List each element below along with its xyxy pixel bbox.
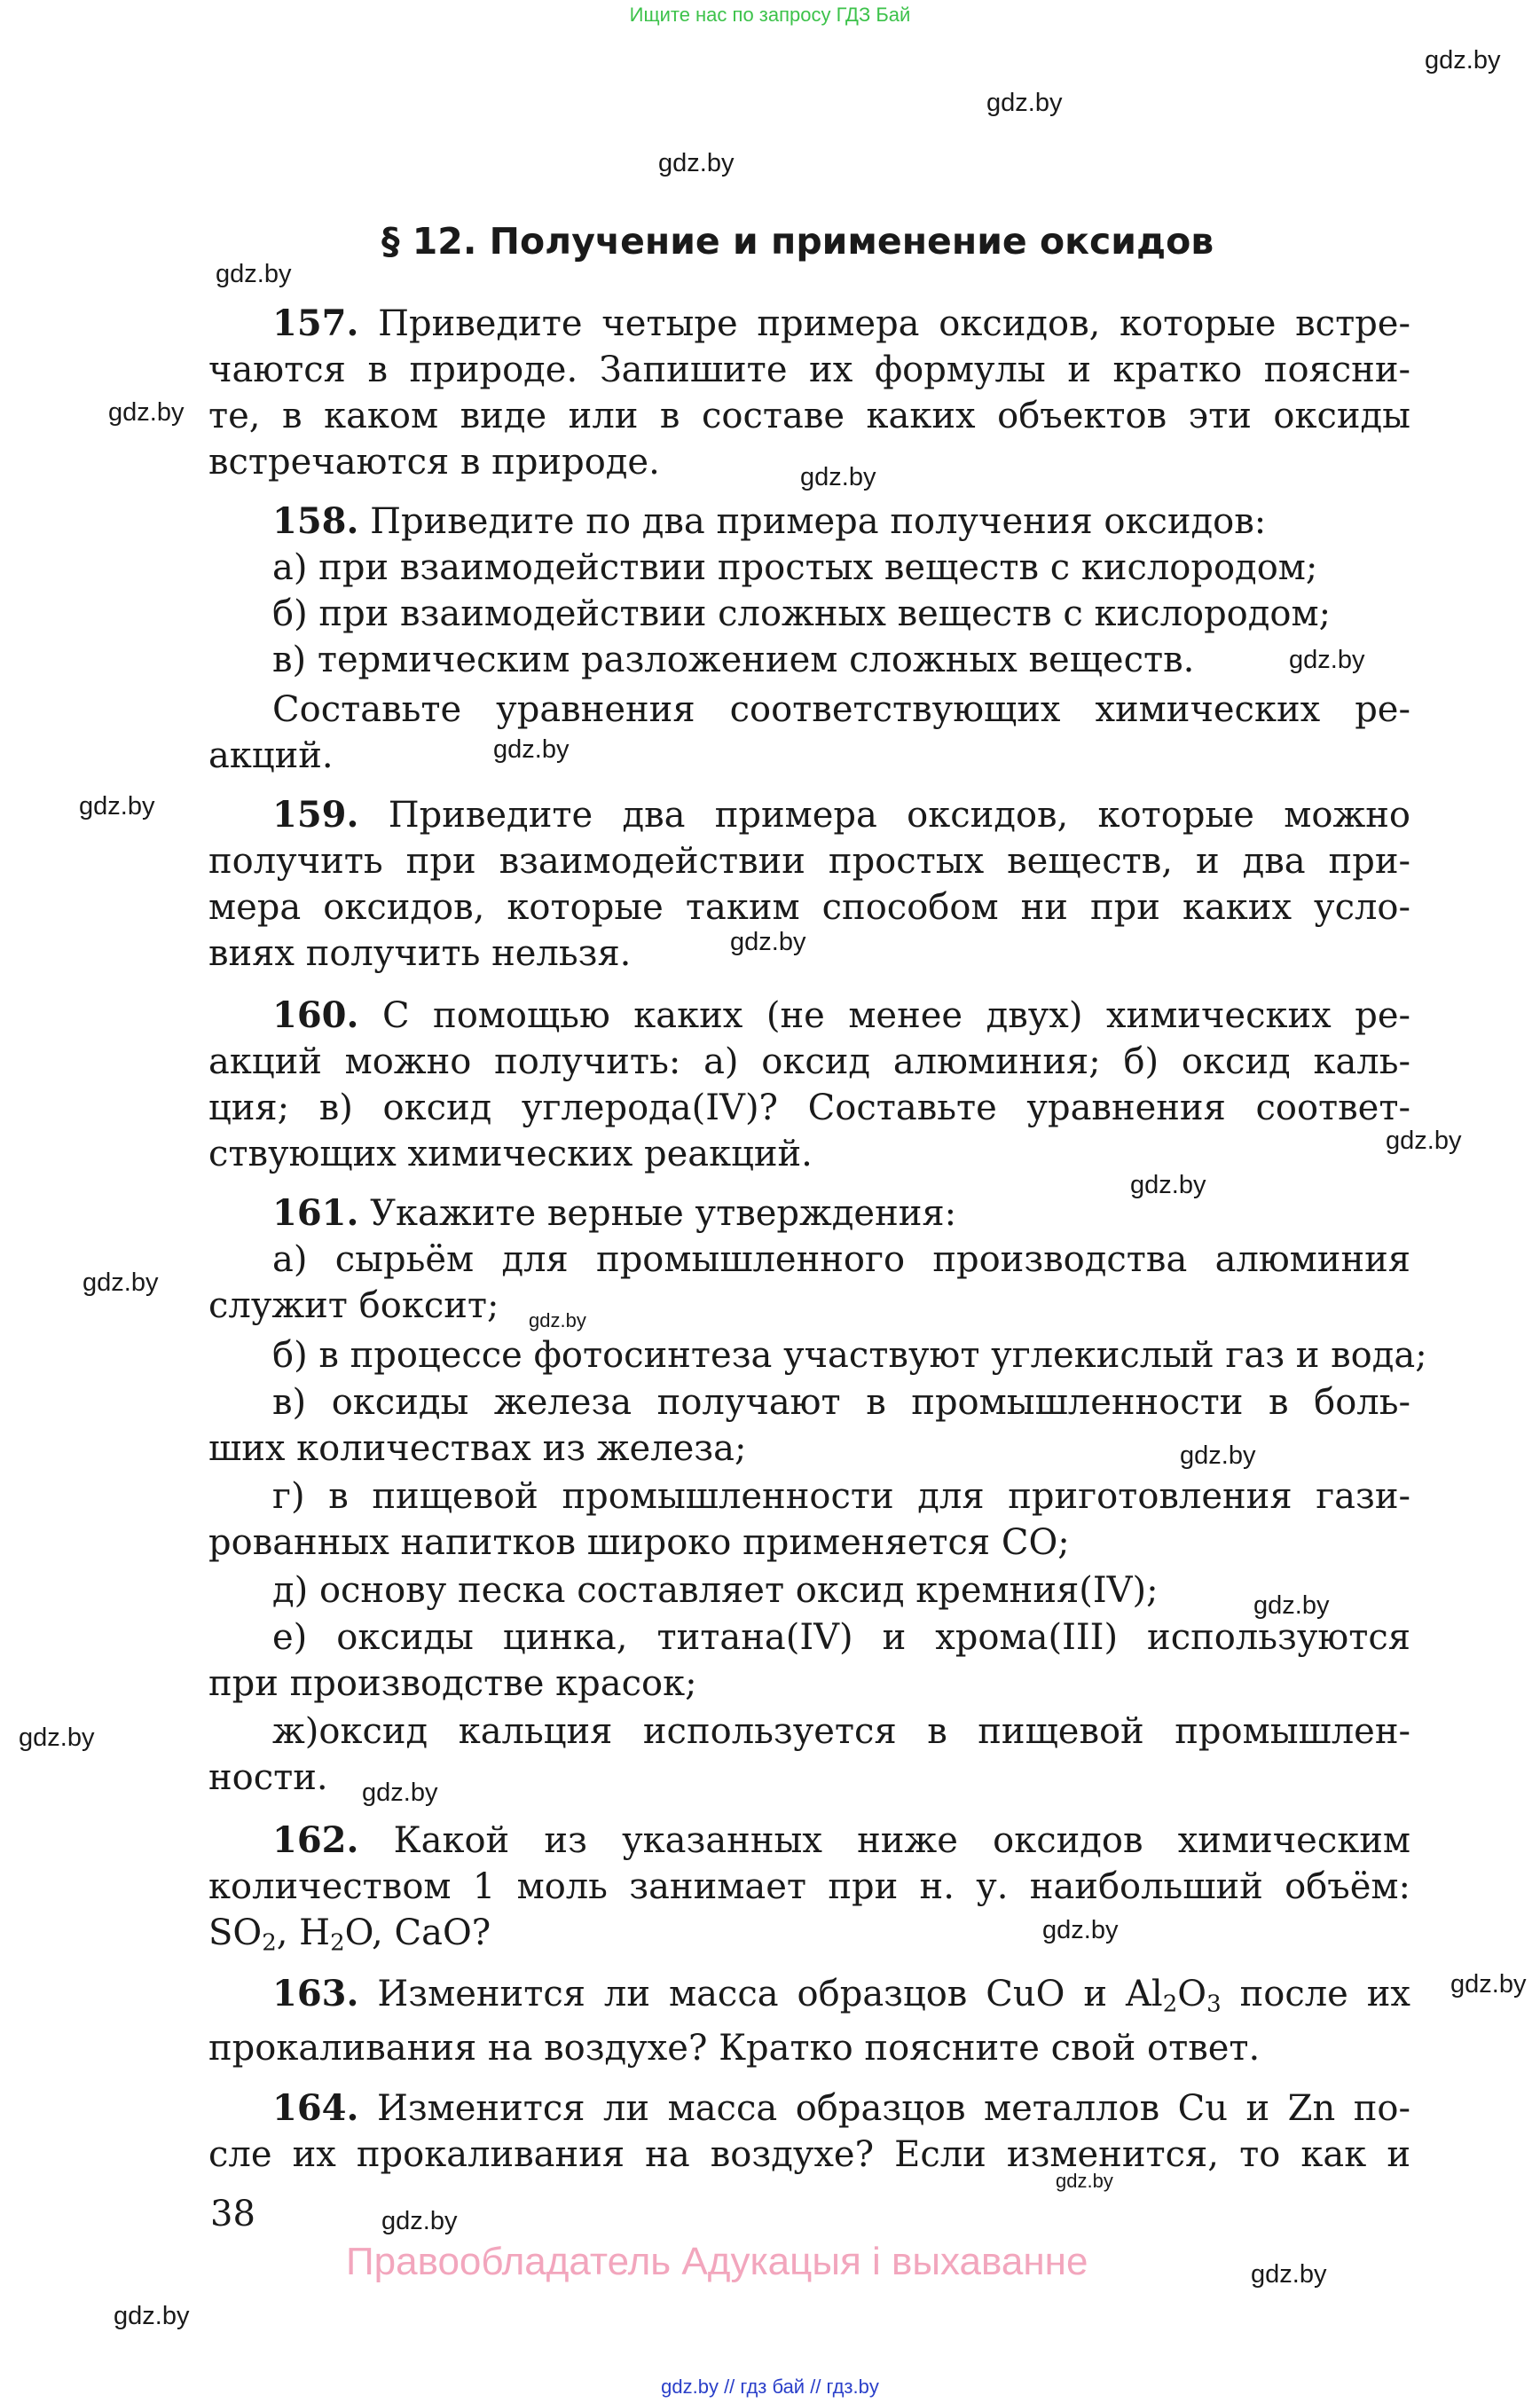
task-160-line: ствующих химических реакций. <box>208 1134 813 1174</box>
watermark: gdz.by <box>529 1309 586 1331</box>
task-number: 157. <box>272 302 359 344</box>
task-158-option: б) при взаимодействии сложных веществ с кислородом; <box>272 593 1332 634</box>
section-heading: § 12. Получение и применение оксидов <box>381 220 1214 263</box>
watermark: gdz.by <box>1056 2170 1113 2192</box>
watermark: gdz.by <box>1450 1970 1527 1999</box>
task-162-line: количеством 1 моль занимает при н. у. наибольший объём: <box>208 1866 1410 1907</box>
watermark: gdz.by <box>800 463 876 491</box>
task-164-line: сле их прокаливания на воздухе? Если изменится, то как и <box>208 2134 1410 2175</box>
task-number: 161. <box>272 1192 359 1234</box>
task-161-option: при производстве красок; <box>208 1663 697 1704</box>
task-text: Укажите верные утверждения: <box>370 1193 957 1234</box>
task-text: Приведите по два примера получения оксидов: <box>370 501 1267 542</box>
task-161-option: ших количествах из железа; <box>208 1428 747 1469</box>
task-159-line: получить при взаимодействии простых веществ, и два при- <box>208 841 1410 882</box>
task-161-option: а) сырьём для промышленного производства алюминия <box>272 1239 1410 1280</box>
task-161-option: ности. <box>208 1757 328 1798</box>
task-161-option: рованных напитков широко применяется CO; <box>208 1522 1070 1563</box>
task-159-line: виях получить нельзя. <box>208 933 632 974</box>
watermark: gdz.by <box>1251 2260 1327 2289</box>
page-number: 38 <box>210 2194 255 2234</box>
watermark: gdz.by <box>1253 1591 1330 1620</box>
task-number: 163. <box>272 1973 359 2014</box>
watermark: gdz.by <box>216 260 292 288</box>
watermark: gdz.by <box>114 2302 190 2330</box>
task-161-option: служит боксит; <box>208 1285 499 1326</box>
task-159-line: мера оксидов, которые таким способом ни при каких усло- <box>208 887 1410 928</box>
task-text: С помощью каких (не менее двух) химических ре- <box>381 995 1411 1036</box>
task-text: Изменится ли масса образцов металлов Cu и Zn по- <box>376 2088 1410 2129</box>
task-161-option: в) оксиды железа получают в промышленности в боль- <box>272 1382 1410 1423</box>
task-161-option: е) оксиды цинка, титана(IV) и хрома(III) используются <box>272 1617 1410 1658</box>
watermark: gdz.by <box>493 735 570 764</box>
task-162-formula: $SO_2$, $H_2O$, CaO? <box>208 1912 491 1957</box>
watermark: gdz.by <box>1042 1916 1119 1944</box>
task-163-line: 163. Изменится ли масса образцов CuO и $Al_2O_3$ после их <box>272 1973 1410 2018</box>
task-number: 164. <box>272 2087 359 2129</box>
watermark: gdz.by <box>986 89 1063 117</box>
watermark: gdz.by <box>82 1268 159 1297</box>
task-157-line <box>272 301 1410 347</box>
task-number: 160. <box>272 994 359 1036</box>
task-158-line: Составьте уравнения соответствующих химических ре- <box>272 689 1410 730</box>
task-number: 159. <box>272 794 359 836</box>
task-160-line: акций можно получить: а) оксид алюминия; б) оксид каль- <box>208 1041 1410 1082</box>
watermark: gdz.by <box>19 1724 95 1752</box>
task-161-option: д) основу песка составляет оксид кремния(IV); <box>272 1570 1159 1611</box>
task-163-line: прокаливания на воздухе? Кратко поясните свой ответ. <box>208 2028 1261 2069</box>
task-text: Приведите два примера оксидов, которые можно <box>388 795 1410 836</box>
watermark: gdz.by <box>1130 1171 1206 1199</box>
watermark: gdz.by <box>108 398 185 427</box>
task-164-line <box>272 2085 1410 2132</box>
watermark: gdz.by <box>730 928 806 956</box>
task-158-intro <box>272 499 1266 545</box>
watermark: gdz.by <box>381 2207 458 2235</box>
task-text: Приведите четыре примера оксидов, которые встре- <box>378 303 1410 344</box>
copyright-notice: Правообладатель Адукацыя і выхаванне <box>346 2240 1088 2283</box>
task-158-line: акций. <box>208 735 334 776</box>
task-number: 162. <box>272 1819 359 1861</box>
task-157-line: чаются в природе. Запишите их формулы и кратко поясни- <box>208 349 1410 390</box>
task-162-line <box>272 1818 1410 1864</box>
task-number: 158. <box>272 500 359 542</box>
watermark: gdz.by <box>79 792 155 821</box>
watermark: gdz.by <box>658 149 735 177</box>
footer-links[interactable]: gdz.by // гдз бай // гдз.by <box>661 2376 879 2398</box>
task-157-line: встречаются в природе. <box>208 442 660 483</box>
watermark: gdz.by <box>362 1779 438 1807</box>
task-160-line <box>272 993 1410 1039</box>
watermark: gdz.by <box>1386 1127 1462 1155</box>
task-161-intro <box>272 1190 956 1237</box>
task-161-option: ж)оксид кальция используется в пищевой промышлен- <box>272 1711 1410 1752</box>
watermark: gdz.by <box>1425 46 1501 75</box>
task-161-option: г) в пищевой промышленности для приготовления гази- <box>272 1476 1410 1517</box>
task-157-line: те, в каком виде или в составе каких объектов эти оксиды <box>208 396 1410 436</box>
task-text: Какой из указанных ниже оксидов химическим <box>393 1820 1411 1861</box>
task-158-option: в) термическим разложением сложных веществ. <box>272 640 1195 680</box>
task-161-option: б) в процессе фотосинтеза участвуют углекислый газ и вода; <box>272 1335 1427 1376</box>
watermark: gdz.by <box>1289 646 1365 674</box>
task-158-option: а) при взаимодействии простых веществ с кислородом; <box>272 547 1318 588</box>
task-160-line: ция; в) оксид углерода(IV)? Составьте уравнения соответ- <box>208 1088 1410 1128</box>
top-banner: Ищите нас по запросу ГДЗ Бай <box>629 4 911 26</box>
watermark: gdz.by <box>1180 1441 1256 1470</box>
task-159-line <box>272 792 1410 838</box>
